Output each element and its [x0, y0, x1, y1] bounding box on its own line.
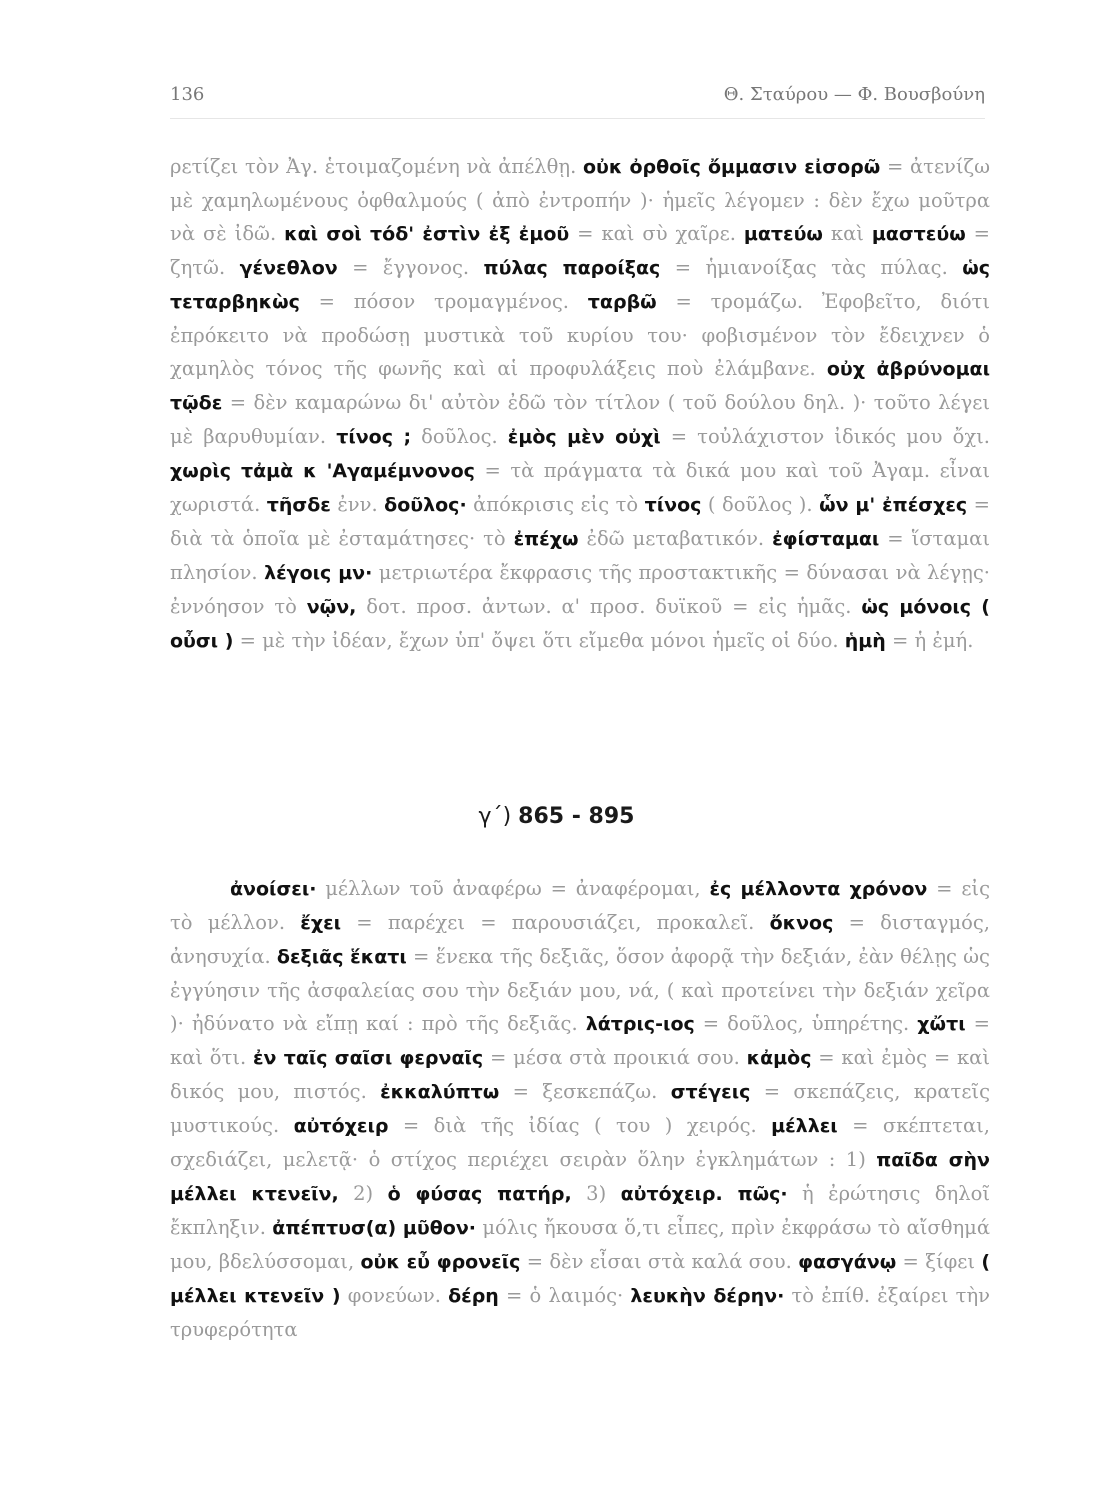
lemma-term: οὐκ ὀρθοῖς ὄμμασιν εἰσορῶ: [582, 156, 881, 178]
lemma-term: ἀνοίσει·: [230, 878, 317, 900]
lemma-term: ὡς τεταρβηκὼς: [170, 257, 990, 313]
lemma-term: χωρὶς τἀμὰ κ 'Αγαμέμνονος: [170, 460, 475, 482]
commentary-paragraph-1: [170, 150, 990, 658]
gloss-text: = διὰ τῆς ἰδίας ( του ) χειρός.: [388, 1114, 772, 1137]
section-heading-range: 865 - 895: [518, 804, 635, 829]
gloss-text: = διὰ τὰ ὁποῖα μὲ ἐσταμάτησες· τὸ: [170, 493, 990, 550]
lemma-term: ἐν ταῖς σαῖσι φερναῖς: [252, 1047, 484, 1069]
lemma-term: ὁ φύσας πατήρ,: [387, 1183, 572, 1205]
header-rule: [170, 118, 985, 119]
lemma-term: ἐπέχω: [513, 528, 579, 550]
gloss-text: μέλλων τοῦ ἀναφέρω = ἀναφέρομαι,: [316, 877, 710, 900]
lemma-term: δοῦλος·: [384, 494, 467, 516]
gloss-text: 2): [338, 1182, 388, 1205]
page-header: [170, 78, 985, 114]
lemma-term: αὐτόχειρ. πῶς·: [620, 1183, 788, 1205]
gloss-text: = ἔγγονος.: [337, 256, 484, 279]
gloss-text: = δοῦλος, ὑπηρέτης.: [694, 1012, 918, 1035]
lemma-term: λέγοις μν·: [264, 562, 373, 584]
section-heading: [0, 804, 1113, 829]
lemma-term: τίνος ;: [336, 426, 412, 448]
lemma-term: νῷν,: [306, 596, 357, 618]
lemma-term: ταρβῶ: [587, 291, 657, 313]
gloss-text: φονεύων.: [340, 1284, 449, 1307]
gloss-text: = παρέχει = παρουσιάζει, προκαλεῖ.: [341, 911, 770, 934]
gloss-text: = πόσον τρομαγμένος.: [299, 290, 588, 313]
lemma-term: λευκὴν δέρην·: [630, 1285, 785, 1307]
gloss-text: ( δοῦλος ).: [701, 493, 820, 516]
lemma-term: ( μέλλει κτενεῖν ): [170, 1251, 990, 1307]
lemma-term: φασγάνῳ: [798, 1251, 897, 1273]
gloss-text: τὸ ἐπίθ. ἐξαίρει τὴν τρυφερότητα: [170, 1284, 990, 1341]
gloss-text: = μέσα στὰ προικιά σου.: [483, 1046, 747, 1069]
lemma-term: ἐς μέλλοντα χρόνον: [709, 878, 928, 900]
gloss-text: = ἀτενίζω μὲ χαμηλωμένους ὀφθαλμούς ( ἀπὸ ἐντροπήν )· ἡμεῖς λέγομεν : δὲν ἔχω μοῦτρα νὰ σὲ ἰδῶ.: [170, 155, 991, 245]
lemma-term: ματεύω: [743, 223, 823, 245]
gloss-text: 3): [571, 1182, 621, 1205]
section-heading-prefix: γ΄): [478, 804, 519, 829]
page-number: 136: [170, 84, 205, 105]
lemma-term: χὤτι: [917, 1013, 966, 1035]
lemma-term: οὐκ εὖ φρονεῖς: [360, 1251, 521, 1273]
lemma-term: στέγεις: [670, 1081, 751, 1103]
gloss-text: = ἵσταμαι πλησίον.: [170, 527, 990, 584]
lemma-term: μέλλει: [771, 1115, 838, 1137]
lemma-term: μαστεύω: [871, 223, 966, 245]
gloss-text: = καὶ ὅτι.: [170, 1012, 990, 1069]
gloss-text: καὶ: [822, 222, 872, 245]
gloss-text: = τὰ πράγματα τὰ δικά μου καὶ τοῦ Ἀγαμ. εἶναι χωριστά.: [170, 459, 990, 516]
lemma-term: ἀπέπτυσ(α) μῦθον·: [272, 1217, 476, 1239]
lemma-term: ὧν μ' ἐπέσχες: [819, 494, 968, 516]
gloss-text: = τοὐλάχιστον ἰδικός μου ὄχι.: [660, 425, 990, 448]
gloss-text: = δὲν εἶσαι στὰ καλά σου.: [520, 1250, 799, 1273]
gloss-text: μόλις ἤκουσα ὅ,τι εἶπες, πρὶν ἐκφράσω τὸ αἴσθημά μου, βδελύσσομαι,: [170, 1216, 990, 1273]
gloss-text: = σκεπάζεις, κρατεῖς μυστικούς.: [170, 1080, 990, 1137]
gloss-text: δοῦλος.: [411, 425, 508, 448]
lemma-term: ἡμὴ: [844, 630, 886, 652]
gloss-text: = καὶ σὺ χαῖρε.: [569, 222, 744, 245]
lemma-term: οὐχ ἀβρύνομαι τῷδε: [170, 358, 991, 414]
gloss-text: ἐδῶ μεταβατικόν.: [578, 527, 773, 550]
lemma-term: ὡς μόνοις ( οὖσι ): [170, 596, 990, 652]
lemma-term: τῆσδε: [266, 494, 331, 516]
lemma-term: λάτρις-ιος: [585, 1013, 695, 1035]
gloss-text: = ὁ λαιμός·: [498, 1284, 631, 1307]
running-head: Θ. Σταύρου — Φ. Βουσβούνη: [723, 84, 985, 105]
gloss-text: δοτ. προσ. ἀντων. α' προσ. δυϊκοῦ = εἰς ἡμᾶς.: [356, 595, 862, 618]
gloss-text: = ἡ ἐμή.: [885, 629, 974, 652]
lemma-term: κἀμὸς: [746, 1047, 812, 1069]
gloss-text: ρετίζει τὸν Ἀγ. ἑτοιμαζομένη νὰ ἀπέλθῃ.: [170, 155, 583, 178]
gloss-text: = καὶ ἐμὸς = καὶ δικός μου, πιστός.: [170, 1046, 990, 1103]
gloss-text: = σκέπτεται, σχεδιάζει, μελετᾷ· ὁ στίχος περιέχει σειρὰν ὅλην ἐγκλημάτων : 1): [170, 1114, 990, 1171]
gloss-text: ἀπόκρισις εἰς τὸ: [466, 493, 645, 516]
gloss-text: ἡ ἐρώτησις δηλοῖ ἔκπληξιν.: [170, 1182, 990, 1239]
lemma-term: ἐμὸς μὲν οὐχὶ: [507, 426, 661, 448]
lemma-term: δέρη: [448, 1285, 499, 1307]
gloss-text: = μὲ τὴν ἰδέαν, ἔχων ὑπ' ὄψει ὅτι εἴμεθα μόνοι ἡμεῖς οἱ δύο.: [233, 629, 845, 652]
lemma-term: δεξιᾶς ἕκατι: [276, 946, 407, 968]
gloss-text: = εἰς τὸ μέλλον.: [170, 877, 990, 934]
gloss-text: = ἡμιανοίξας τὰς πύλας.: [660, 256, 963, 279]
gloss-text: = τρομάζω. Ἐφοβεῖτο, διότι ἐπρόκειτο νὰ προδώσῃ μυστικὰ τοῦ κυρίου του· φοβισμένον τὸν ἔδειχνεν ὁ χαμηλὸς τόνος τῆς φωνῆς καὶ αἱ προφυλάξεις ποὺ ἐλάμβανε.: [170, 290, 990, 380]
gloss-text: = ἕνεκα τῆς δεξιᾶς, ὅσον ἀφορᾷ τὴν δεξιάν, ἐὰν θέλῃς ὡς ἐγγύησιν τῆς ἀσφαλείας σου τὴν δεξιάν μου, νά, ( καὶ προτείνει τὴν δεξιάν χεῖρα )· ἠδύνατο νὰ εἴπῃ καί : πρὸ τῆς δεξιᾶς.: [170, 945, 990, 1035]
gloss-text: = ζητῶ.: [170, 222, 990, 279]
gloss-text: = δὲν καμαρώνω δι' αὐτὸν ἐδῶ τὸν τίτλον ( τοῦ δούλου δηλ. )· τοῦτο λέγει μὲ βαρυθυμίαν.: [170, 391, 990, 448]
lemma-term: γένεθλον: [239, 257, 338, 279]
lemma-term: τίνος: [644, 494, 702, 516]
gloss-text: μετριωτέρα ἔκφρασις τῆς προστακτικῆς = δύνασαι νὰ λέγῃς· ἐννόησον τὸ: [170, 561, 990, 618]
lemma-term: παῖδα σὴν μέλλει κτενεῖν,: [170, 1149, 990, 1205]
lemma-term: ἔχει: [300, 912, 342, 934]
gloss-text: ἐνν.: [330, 493, 385, 516]
lemma-term: ἐφίσταμαι: [772, 528, 880, 550]
lemma-term: καὶ σοὶ τόδ' ἐστὶν ἐξ ἐμοῦ: [284, 223, 570, 245]
gloss-text: = δισταγμός, ἀνησυχία.: [170, 911, 990, 968]
lemma-term: αὐτόχειρ: [293, 1115, 389, 1137]
gloss-text: = ξεσκεπάζω.: [499, 1080, 671, 1103]
lemma-term: πύλας παροίξας: [483, 257, 661, 279]
commentary-paragraph-2: [170, 872, 990, 1346]
lemma-term: ὄκνος: [769, 912, 834, 934]
lemma-term: ἐκκαλύπτω: [380, 1081, 500, 1103]
gloss-text: = ξίφει: [896, 1250, 982, 1273]
